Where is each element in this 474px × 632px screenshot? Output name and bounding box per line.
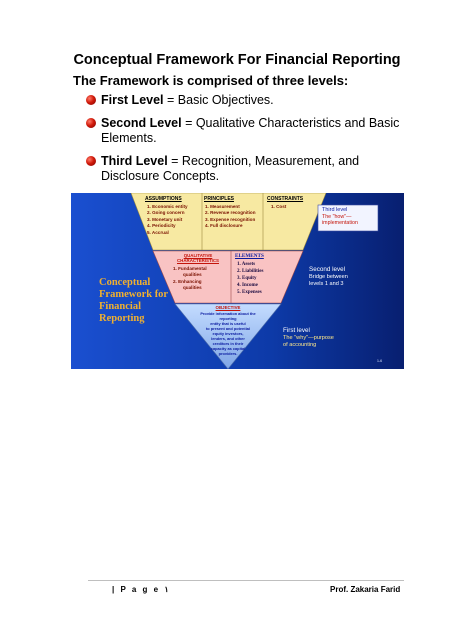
qualitative-item: qualities xyxy=(183,272,202,278)
elements-header: ELEMENTS xyxy=(235,253,264,259)
assumption-item: 4. Periodicity xyxy=(147,223,176,229)
first-level-subtitle: of accounting xyxy=(283,341,317,348)
objective-line: entity that is useful xyxy=(210,321,246,326)
bullet-second-level xyxy=(86,116,416,146)
qualitative-header-line: CHARACTERISTICS xyxy=(177,258,219,263)
first-level-callout xyxy=(283,327,334,349)
assumption-item: 1. Economic entity xyxy=(147,204,188,209)
footer-author: Prof. Zakaria Farid xyxy=(330,585,401,594)
qualitative-header-line: QUALITATIVE xyxy=(183,253,213,258)
element-item: 2. Liabilities xyxy=(237,269,264,274)
assumptions-header: ASSUMPTIONS xyxy=(145,196,182,202)
assumption-item: 2. Going concern xyxy=(147,210,185,216)
elements-list xyxy=(237,261,263,296)
third-level-subtitle: The "how"— xyxy=(322,213,352,220)
qualitative-list xyxy=(173,266,207,292)
red-bullet-icon xyxy=(86,95,96,105)
red-bullet-icon xyxy=(86,156,96,166)
constraints-list xyxy=(271,204,286,210)
qualitative-item: 1. Fundamental xyxy=(173,266,207,271)
document-subtitle: The Framework is comprised of three levels: xyxy=(73,73,349,88)
bullet-first-level xyxy=(86,93,416,108)
constraint-item: 1. Cost xyxy=(271,204,287,209)
footer-page-number: | P a g e ١ xyxy=(112,585,169,594)
objective-line: providers. xyxy=(218,351,238,356)
objective-text xyxy=(183,311,273,356)
objective-line: capacity as capital xyxy=(210,346,246,351)
level-bullet-list xyxy=(86,93,416,192)
framework-label-line: Conceptual xyxy=(99,277,151,288)
bullet-text: = Basic Objectives. xyxy=(163,93,274,107)
framework-label-line: Framework for xyxy=(99,289,169,300)
first-level-title: First level xyxy=(283,327,310,334)
second-level-subtitle: levels 1 and 3 xyxy=(309,280,344,287)
red-bullet-icon xyxy=(86,118,96,128)
bullet-text: = Qualitative Characteristics and Basic Elements. xyxy=(101,116,400,145)
document-title: Conceptual Framework For Financial Reporting xyxy=(73,52,401,68)
bullet-term: First Level xyxy=(101,93,164,107)
bullet-third-level xyxy=(86,154,416,184)
element-item: 1. Assets xyxy=(237,262,256,267)
second-level-subtitle: Bridge between xyxy=(309,273,348,280)
principle-item: 3. Expense recognition xyxy=(205,216,256,222)
third-level-title: Third level xyxy=(322,207,348,213)
constraints-header: CONSTRAINTS xyxy=(267,196,304,202)
second-level-callout xyxy=(309,266,348,288)
qualitative-item: qualities xyxy=(183,285,202,291)
objective-line: lenders, and other xyxy=(211,336,245,341)
objective-line: to present and potential xyxy=(205,326,251,331)
second-level-title: Second level xyxy=(309,266,346,273)
bullet-text: = Recognition, Measurement, and Disclosure Concepts. xyxy=(101,154,360,183)
conceptual-framework-label xyxy=(99,277,168,325)
element-item: 4. Income xyxy=(237,283,258,288)
bullet-term: Second Level xyxy=(101,116,182,130)
framework-label-line: Reporting xyxy=(99,313,145,324)
objective-line: reporting xyxy=(219,316,237,321)
principle-item: 4. Full disclosure xyxy=(205,223,243,229)
element-item: 3. Equity xyxy=(237,276,257,281)
objective-line: creditors in their xyxy=(212,341,244,346)
principles-list xyxy=(205,204,256,230)
assumptions-list xyxy=(147,204,188,236)
objective-line: Provide information about the xyxy=(200,311,256,316)
principles-header: PRINCIPLES xyxy=(204,196,235,202)
footer-divider xyxy=(88,580,404,581)
qualitative-characteristics-header xyxy=(167,253,229,263)
framework-label-line: Financial xyxy=(99,301,142,312)
third-level-callout xyxy=(322,207,358,227)
principle-item: 1. Measurement xyxy=(205,204,240,209)
qualitative-item: 2. Enhancing xyxy=(173,278,202,284)
conceptual-framework-figure xyxy=(71,193,404,369)
assumption-item: 3. Monetary unit xyxy=(147,216,183,222)
third-level-subtitle: implementation xyxy=(322,220,358,226)
objective-header: OBJECTIVE xyxy=(215,305,241,310)
element-item: 5. Expenses xyxy=(237,290,262,295)
first-level-subtitle: The "why"—purpose xyxy=(283,334,334,341)
assumption-item: 5. Accrual xyxy=(147,229,169,235)
slide-number: 1-6 xyxy=(377,359,383,363)
objective-line: equity investors, xyxy=(212,331,244,336)
principle-item: 2. Revenue recognition xyxy=(205,210,256,216)
bullet-term: Third Level xyxy=(101,154,168,168)
